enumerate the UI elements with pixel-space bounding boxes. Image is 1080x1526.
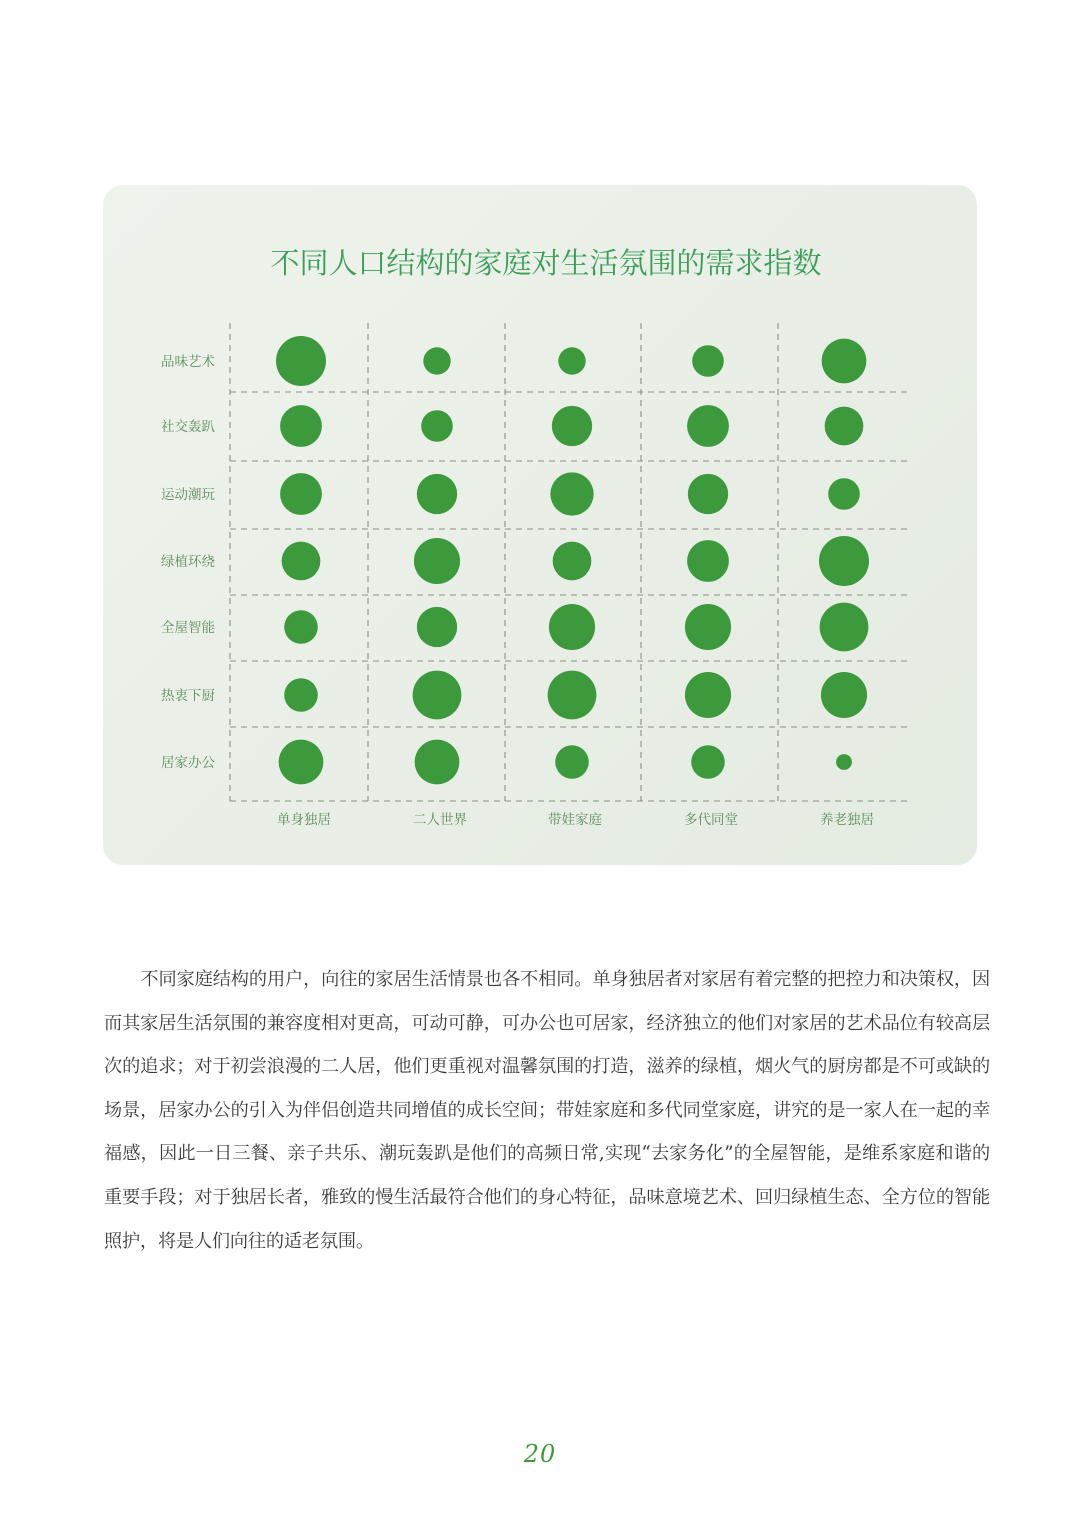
bubble (822, 339, 867, 384)
bubble (549, 604, 595, 650)
row-label: 社交轰趴 (161, 419, 215, 435)
bubble (553, 542, 592, 581)
bubble (685, 672, 731, 718)
bubble (550, 472, 593, 515)
chart-card (103, 185, 977, 865)
bubble (821, 672, 867, 718)
bubble (284, 678, 318, 712)
bubble (688, 474, 728, 514)
bubble (421, 410, 453, 442)
bubble (417, 607, 457, 647)
row-label: 运动潮玩 (161, 487, 215, 503)
row-label: 品味艺术 (161, 354, 215, 370)
bubble (423, 347, 450, 374)
bubble (548, 671, 597, 720)
bubble (282, 542, 321, 581)
bubble (555, 745, 589, 779)
bubble (820, 603, 869, 652)
column-label: 单身独居 (277, 812, 331, 828)
bubbles (276, 336, 869, 784)
row-label: 绿植环绕 (161, 554, 215, 570)
row-labels (161, 353, 215, 771)
row-label: 全屋智能 (161, 620, 215, 636)
row-label: 热衷下厨 (161, 688, 215, 704)
bubble (279, 740, 324, 785)
row-label: 居家办公 (161, 755, 215, 771)
bubble (276, 336, 326, 386)
bubble (417, 474, 457, 514)
column-label: 二人世界 (413, 812, 467, 828)
bubble (284, 610, 318, 644)
bubble (692, 345, 724, 377)
bubble (558, 347, 585, 374)
bubble (552, 406, 592, 446)
bubble (836, 754, 852, 770)
column-label: 带娃家庭 (548, 812, 602, 828)
chart-title: 不同人口结构的家庭对生活氛围的需求指数 (270, 246, 822, 280)
bubble (819, 536, 869, 586)
bubble (687, 405, 729, 447)
bubble (685, 604, 731, 650)
bubble (413, 671, 462, 720)
bubble (825, 407, 864, 446)
bubble (280, 405, 322, 447)
column-labels (277, 811, 874, 828)
bubble (414, 538, 460, 584)
page-number: 20 (523, 1440, 557, 1468)
bubble (280, 473, 322, 515)
column-label: 养老独居 (820, 812, 874, 828)
bubble (828, 478, 860, 510)
body-paragraph: 不同家庭结构的用户，向往的家居生活情景也各不相同。单身独居者对家居有着完整的把控力和决策权，因而其家居生活氛围的兼容度相对更高，可动可静，可办公也可居家，经济独立的他们对家居的艺术品位有较高层次的追求；对于初尝浪漫的二人居，他们更重视对温馨氛围的打造，滋养的绿植，烟火气的厨房都是不可或缺的场景，居家办公的引入为伴侣创造共同增值的成长空间；带娃家庭和多代同堂家庭，讲究的是一家人在一起的幸福感，因此一日三餐、亲子共乐、潮玩轰趴是他们的高频日常,实现“去家务化”的全屋智能，是维系家庭和谐的重要手段；对于独居长者，雅致的慢生活最符合他们的身心特征，品味意境艺术、回归绿植生态、全方位的智能照护，将是人们向往的适老氛围。 (104, 969, 990, 1252)
bubble-chart (103, 185, 977, 865)
bubble (415, 740, 460, 785)
column-label: 多代同堂 (684, 812, 738, 828)
bubble (687, 540, 729, 582)
bubble (691, 745, 725, 779)
